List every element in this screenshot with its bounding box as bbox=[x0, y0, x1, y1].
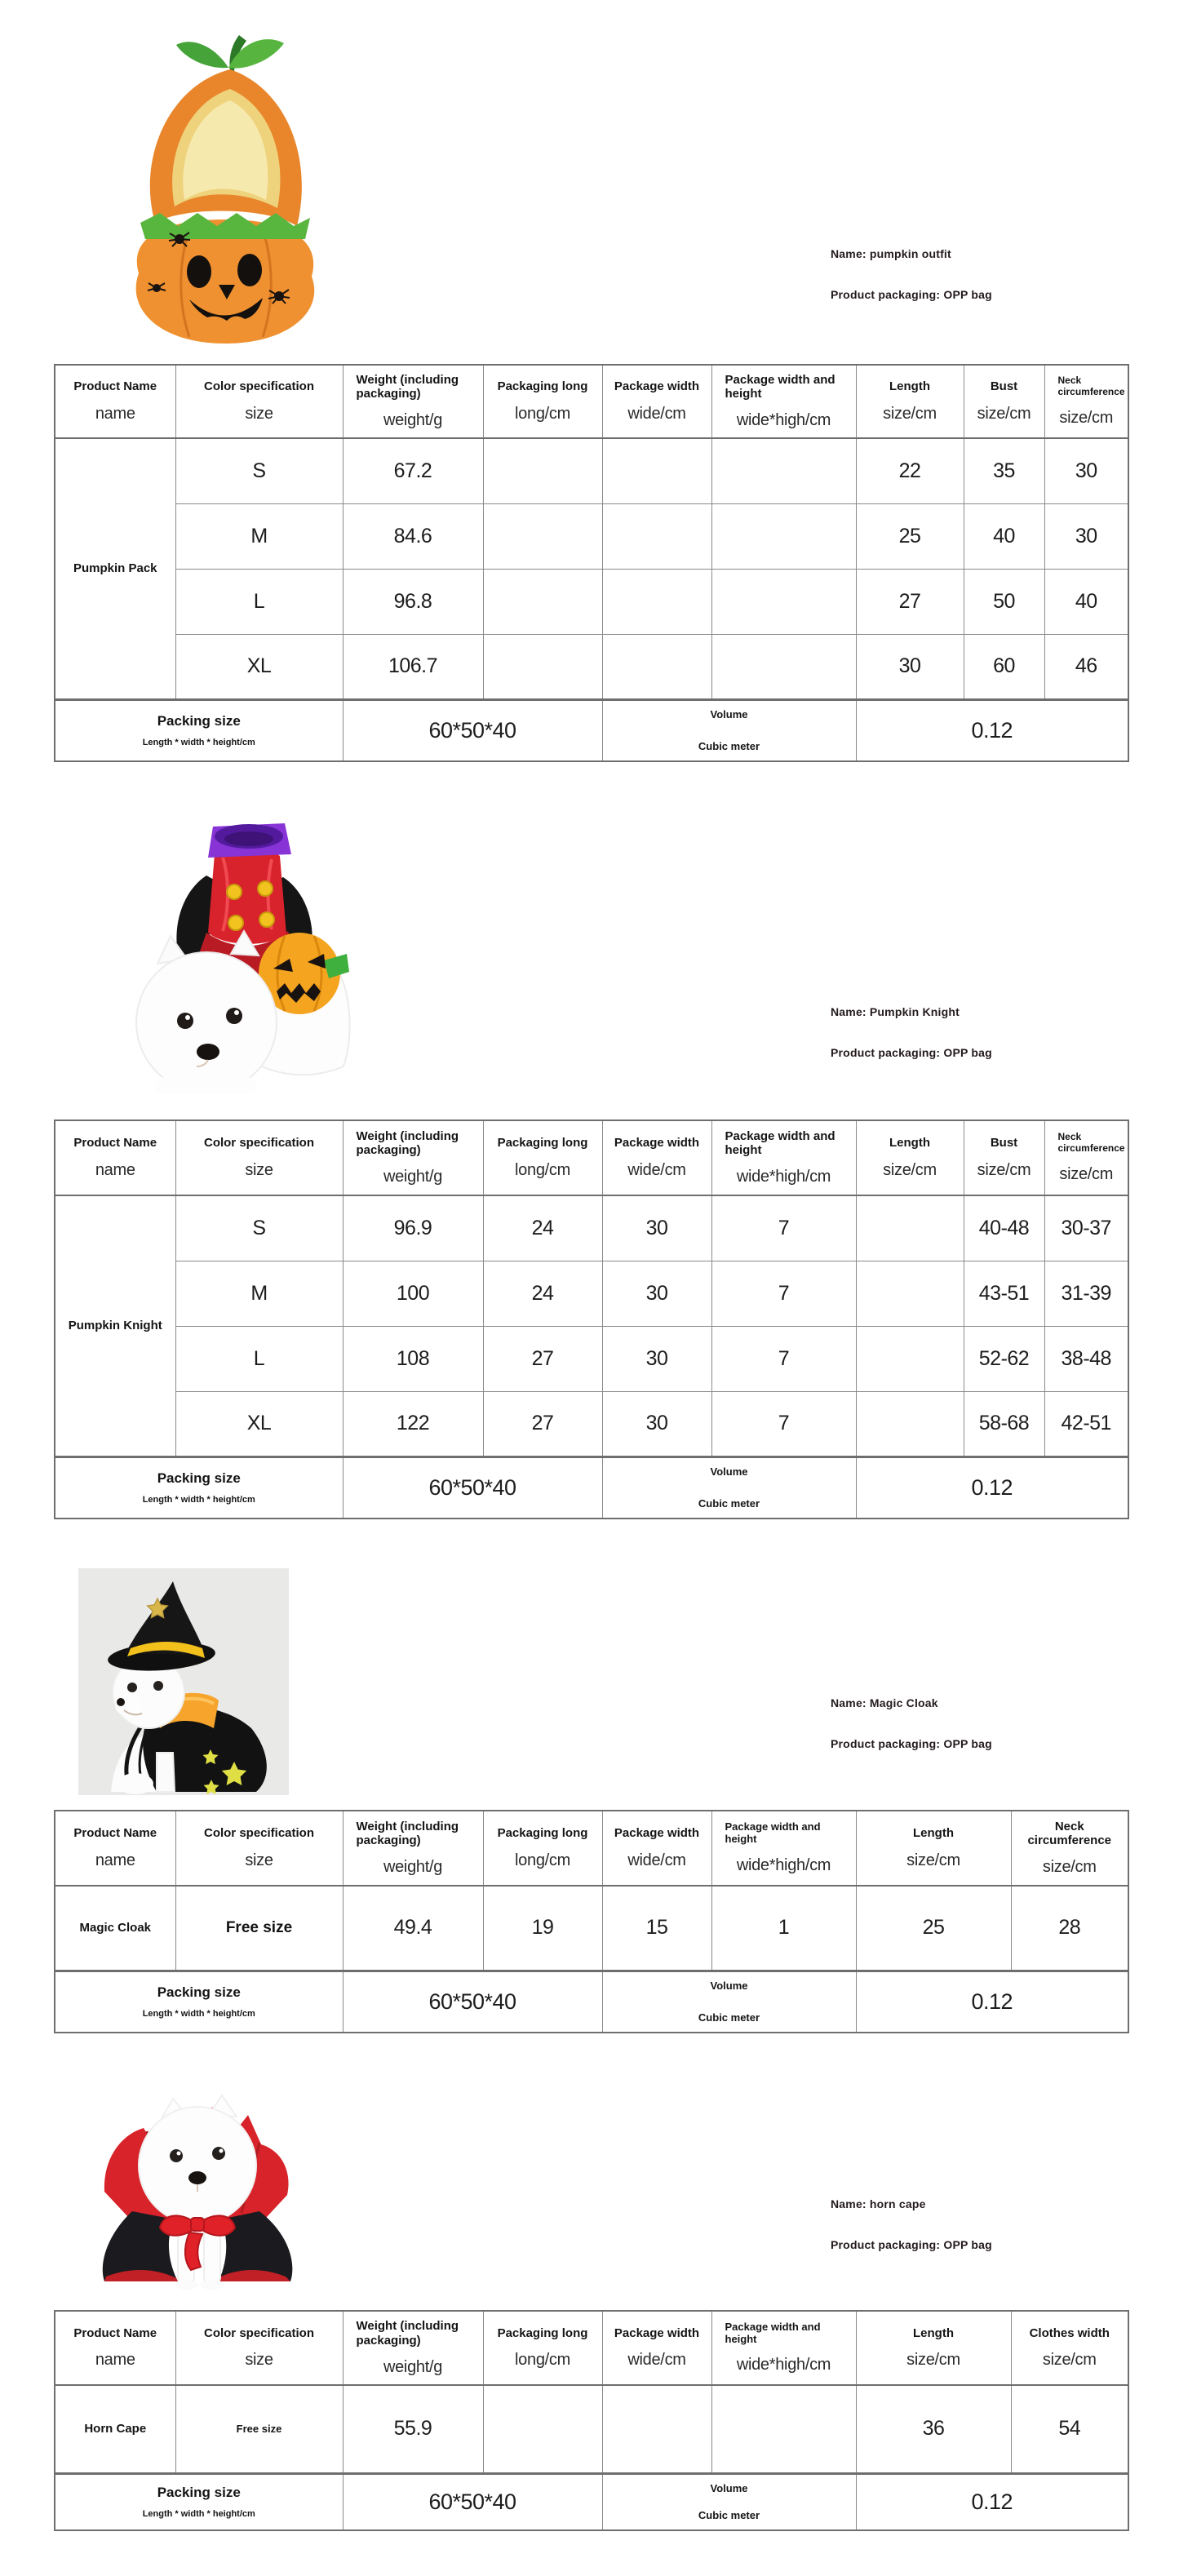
horn-cape-illustration bbox=[82, 2063, 310, 2290]
data-cell: Free size bbox=[175, 2385, 343, 2473]
header-cell: Color specification size bbox=[175, 365, 343, 438]
spec-table-horn-cape bbox=[54, 2310, 1129, 2531]
section-magic-cloak bbox=[0, 1534, 1179, 2048]
data-cell: 58-68 bbox=[964, 1391, 1044, 1456]
data-cell bbox=[483, 634, 602, 699]
section-pumpkin-pack bbox=[0, 0, 1179, 775]
header-cell: Package width wide/cm bbox=[602, 2311, 711, 2385]
header-cell: Color specification size bbox=[175, 2311, 343, 2385]
header-cell: Length size/cm bbox=[856, 1811, 1011, 1886]
data-cell: M bbox=[175, 503, 343, 569]
data-cell: 50 bbox=[964, 569, 1044, 634]
product-name-line: Name: pumpkin outfit bbox=[831, 247, 951, 260]
data-cell: 27 bbox=[483, 1391, 602, 1456]
volume-cell: Volume Cubic meter bbox=[602, 2473, 856, 2530]
data-cell bbox=[483, 438, 602, 503]
header-cell: Weight (including packaging) weight/g bbox=[343, 365, 483, 438]
data-cell: 25 bbox=[856, 1886, 1011, 1971]
spec-table-pumpkin-knight bbox=[54, 1120, 1129, 1519]
data-cell: 46 bbox=[1044, 634, 1128, 699]
header-cell: Packaging long long/cm bbox=[483, 1120, 602, 1195]
data-cell bbox=[602, 503, 711, 569]
data-cell bbox=[856, 1261, 964, 1326]
header-cell: Neck circumference size/cm bbox=[1044, 365, 1128, 438]
header-cell: Neck circumference size/cm bbox=[1011, 1811, 1128, 1886]
header-cell: Bust size/cm bbox=[964, 1120, 1044, 1195]
data-cell: 30 bbox=[602, 1391, 711, 1456]
data-cell: 30 bbox=[856, 634, 964, 699]
data-cell bbox=[602, 2385, 711, 2473]
data-cell: 30 bbox=[602, 1195, 711, 1261]
data-cell: 55.9 bbox=[343, 2385, 483, 2473]
data-cell: 40-48 bbox=[964, 1195, 1044, 1261]
data-cell: 36 bbox=[856, 2385, 1011, 2473]
spec-table-pumpkin-pack bbox=[54, 364, 1129, 762]
product-caption bbox=[831, 247, 1149, 301]
data-cell: 27 bbox=[483, 1326, 602, 1391]
header-cell: Color specification size bbox=[175, 1811, 343, 1886]
header-cell: Weight (including packaging) weight/g bbox=[343, 2311, 483, 2385]
product-packaging-line: Product packaging: OPP bag bbox=[831, 2238, 992, 2251]
data-cell: 67.2 bbox=[343, 438, 483, 503]
pumpkin-outfit-illustration bbox=[106, 29, 343, 347]
header-cell: Neck circumference size/cm bbox=[1044, 1120, 1128, 1195]
data-cell: 42-51 bbox=[1044, 1391, 1128, 1456]
data-cell: 15 bbox=[602, 1886, 711, 1971]
volume-cell: Volume Cubic meter bbox=[602, 1971, 856, 2033]
data-cell: 49.4 bbox=[343, 1886, 483, 1971]
header-cell: Package width wide/cm bbox=[602, 1811, 711, 1886]
data-cell: 19 bbox=[483, 1886, 602, 1971]
data-cell: 40 bbox=[1044, 569, 1128, 634]
header-cell: Package width and height wide*high/cm bbox=[711, 2311, 856, 2385]
data-cell: 25 bbox=[856, 503, 964, 569]
data-cell: 27 bbox=[856, 569, 964, 634]
data-cell bbox=[711, 503, 856, 569]
section-horn-cape bbox=[0, 2048, 1179, 2576]
volume-cell: Volume Cubic meter bbox=[602, 1456, 856, 1519]
data-cell bbox=[711, 634, 856, 699]
data-cell: 108 bbox=[343, 1326, 483, 1391]
header-cell: Package width wide/cm bbox=[602, 365, 711, 438]
volume-cell: Volume Cubic meter bbox=[602, 699, 856, 761]
header-cell: Product Name name bbox=[55, 1120, 175, 1195]
data-cell: 7 bbox=[711, 1195, 856, 1261]
product-packaging-line: Product packaging: OPP bag bbox=[831, 1046, 992, 1059]
packing-size-cell: Packing size Length * width * height/cm bbox=[55, 1971, 343, 2033]
product-name-line: Name: horn cape bbox=[831, 2197, 926, 2210]
product-caption bbox=[831, 1696, 1149, 1750]
packing-size-value: 60*50*40 bbox=[343, 1971, 602, 2033]
magic-cloak-photo bbox=[78, 1568, 289, 1795]
header-cell: Weight (including packaging) weight/g bbox=[343, 1811, 483, 1886]
horn-cape-photo bbox=[82, 2063, 310, 2290]
data-cell: 22 bbox=[856, 438, 964, 503]
product-name-line: Name: Pumpkin Knight bbox=[831, 1005, 960, 1018]
data-cell bbox=[483, 503, 602, 569]
header-cell: Length size/cm bbox=[856, 1120, 964, 1195]
data-cell bbox=[602, 634, 711, 699]
packing-size-value: 60*50*40 bbox=[343, 2473, 602, 2530]
pumpkin-knight-photo bbox=[110, 779, 351, 1093]
pumpkin-outfit-photo bbox=[106, 29, 343, 347]
data-cell: 7 bbox=[711, 1391, 856, 1456]
data-cell: L bbox=[175, 1326, 343, 1391]
data-cell: 38-48 bbox=[1044, 1326, 1128, 1391]
data-cell: XL bbox=[175, 1391, 343, 1456]
volume-value: 0.12 bbox=[856, 1456, 1128, 1519]
data-cell: 100 bbox=[343, 1261, 483, 1326]
data-cell: 40 bbox=[964, 503, 1044, 569]
product-name-cell: Pumpkin Pack bbox=[55, 438, 175, 699]
header-cell: Product Name name bbox=[55, 365, 175, 438]
data-cell: 31-39 bbox=[1044, 1261, 1128, 1326]
data-cell: 24 bbox=[483, 1261, 602, 1326]
section-pumpkin-knight bbox=[0, 775, 1179, 1534]
data-cell: L bbox=[175, 569, 343, 634]
data-cell: 106.7 bbox=[343, 634, 483, 699]
header-cell: Weight (including packaging) weight/g bbox=[343, 1120, 483, 1195]
data-cell: 30 bbox=[1044, 503, 1128, 569]
packing-size-cell: Packing size Length * width * height/cm bbox=[55, 2473, 343, 2530]
header-cell: Packaging long long/cm bbox=[483, 1811, 602, 1886]
data-cell: 35 bbox=[964, 438, 1044, 503]
header-cell: Package width and height wide*high/cm bbox=[711, 1811, 856, 1886]
data-cell: 30 bbox=[602, 1261, 711, 1326]
data-cell: XL bbox=[175, 634, 343, 699]
data-cell bbox=[711, 2385, 856, 2473]
data-cell: 7 bbox=[711, 1326, 856, 1391]
data-cell bbox=[711, 569, 856, 634]
data-cell: 30 bbox=[1044, 438, 1128, 503]
data-cell: 52-62 bbox=[964, 1326, 1044, 1391]
data-cell: M bbox=[175, 1261, 343, 1326]
volume-value: 0.12 bbox=[856, 699, 1128, 761]
product-name-line: Name: Magic Cloak bbox=[831, 1696, 938, 1709]
header-cell: Length size/cm bbox=[856, 365, 964, 438]
packing-size-value: 60*50*40 bbox=[343, 699, 602, 761]
data-cell: 84.6 bbox=[343, 503, 483, 569]
header-cell: Package width wide/cm bbox=[602, 1120, 711, 1195]
header-cell: Length size/cm bbox=[856, 2311, 1011, 2385]
data-cell: 60 bbox=[964, 634, 1044, 699]
data-cell bbox=[602, 438, 711, 503]
data-cell: 24 bbox=[483, 1195, 602, 1261]
data-cell: 96.8 bbox=[343, 569, 483, 634]
spec-table-magic-cloak bbox=[54, 1810, 1129, 2033]
magic-cloak-illustration bbox=[78, 1568, 289, 1795]
data-cell bbox=[483, 569, 602, 634]
data-cell: 28 bbox=[1011, 1886, 1128, 1971]
header-cell: Color specification size bbox=[175, 1120, 343, 1195]
product-name-cell: Magic Cloak bbox=[55, 1886, 175, 1971]
data-cell: 30-37 bbox=[1044, 1195, 1128, 1261]
product-caption bbox=[831, 2197, 1149, 2251]
data-cell bbox=[483, 2385, 602, 2473]
data-cell bbox=[856, 1195, 964, 1261]
data-cell: Free size bbox=[175, 1886, 343, 1971]
header-cell: Packaging long long/cm bbox=[483, 2311, 602, 2385]
data-cell: 7 bbox=[711, 1261, 856, 1326]
product-packaging-line: Product packaging: OPP bag bbox=[831, 288, 992, 301]
data-cell: S bbox=[175, 438, 343, 503]
data-cell: 54 bbox=[1011, 2385, 1128, 2473]
data-cell bbox=[711, 438, 856, 503]
product-caption bbox=[831, 1005, 1149, 1059]
header-cell: Package width and height wide*high/cm bbox=[711, 1120, 856, 1195]
product-name-cell: Horn Cape bbox=[55, 2385, 175, 2473]
data-cell: 30 bbox=[602, 1326, 711, 1391]
data-cell bbox=[856, 1326, 964, 1391]
header-cell: Product Name name bbox=[55, 1811, 175, 1886]
packing-size-cell: Packing size Length * width * height/cm bbox=[55, 699, 343, 761]
data-cell: 43-51 bbox=[964, 1261, 1044, 1326]
header-cell: Product Name name bbox=[55, 2311, 175, 2385]
header-cell: Bust size/cm bbox=[964, 365, 1044, 438]
packing-size-value: 60*50*40 bbox=[343, 1456, 602, 1519]
data-cell: 122 bbox=[343, 1391, 483, 1456]
volume-value: 0.12 bbox=[856, 2473, 1128, 2530]
header-cell: Package width and height wide*high/cm bbox=[711, 365, 856, 438]
volume-value: 0.12 bbox=[856, 1971, 1128, 2033]
header-cell: Clothes width size/cm bbox=[1011, 2311, 1128, 2385]
product-packaging-line: Product packaging: OPP bag bbox=[831, 1737, 992, 1750]
product-name-cell: Pumpkin Knight bbox=[55, 1195, 175, 1456]
pumpkin-knight-illustration bbox=[110, 779, 351, 1093]
data-cell: S bbox=[175, 1195, 343, 1261]
data-cell: 96.9 bbox=[343, 1195, 483, 1261]
data-cell bbox=[856, 1391, 964, 1456]
data-cell bbox=[602, 569, 711, 634]
data-cell: 1 bbox=[711, 1886, 856, 1971]
packing-size-cell: Packing size Length * width * height/cm bbox=[55, 1456, 343, 1519]
header-cell: Packaging long long/cm bbox=[483, 365, 602, 438]
